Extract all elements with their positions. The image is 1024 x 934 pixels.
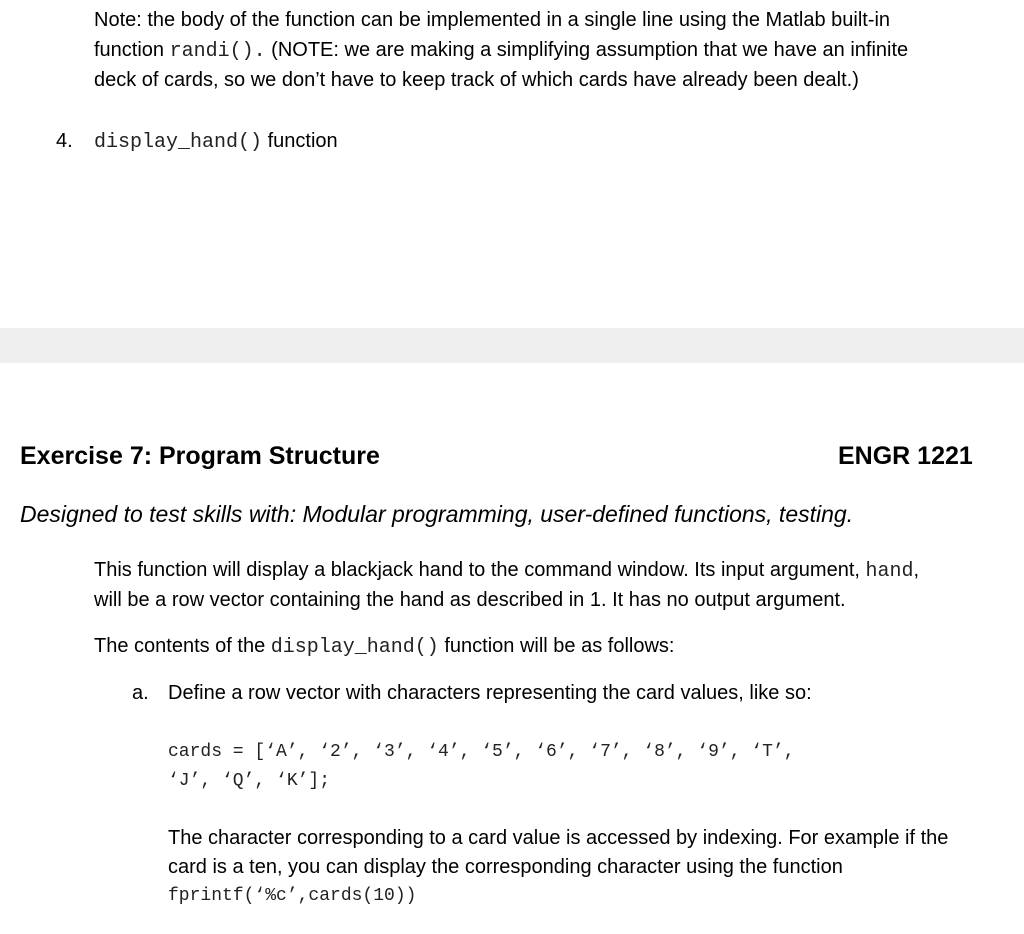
para-3-line-2: card is a ten, you can display the corresponding character using the function bbox=[168, 856, 843, 878]
designed-subtitle: Designed to test skills with: Modular programming, user-defined functions, testing. bbox=[20, 501, 854, 527]
code-line-1: cards = [‘A’, ‘2’, ‘3’, ‘4’, ‘5’, ‘6’, ‘7’, ‘8’, ‘9’, ‘T’, bbox=[168, 742, 795, 762]
fprintf-code: fprintf(‘%c’,cards(10)) bbox=[168, 886, 417, 906]
note-line-2 bbox=[94, 38, 908, 64]
item-4-heading bbox=[94, 129, 338, 155]
step-a-text: Define a row vector with characters representing the card values, like so: bbox=[168, 682, 812, 704]
para-3-line-1: The character corresponding to a card value is accessed by indexing. For example if the bbox=[168, 827, 949, 849]
display-hand-code: display_hand() bbox=[94, 131, 263, 154]
code-line-2: ‘J’, ‘Q’, ‘K’]; bbox=[168, 771, 331, 791]
course-code: ENGR 1221 bbox=[838, 442, 973, 470]
note-line-2-text: function bbox=[94, 39, 170, 61]
para-1-line-2: will be a row vector containing the hand as described in 1. It has no output argument. bbox=[94, 589, 846, 611]
randi-code: randi(). bbox=[169, 40, 266, 63]
para-1-text: This function will display a blackjack hand to the command window. Its input argument, bbox=[94, 559, 866, 581]
para-2 bbox=[94, 634, 674, 660]
para-2-text: The contents of the bbox=[94, 635, 271, 657]
note-line-2-rest: (NOTE: we are making a simplifying assumption that we have an infinite bbox=[265, 39, 909, 61]
para-2-rest: function will be as follows: bbox=[438, 635, 675, 657]
item-4-number: 4. bbox=[56, 130, 73, 152]
para-1-comma: , bbox=[913, 559, 920, 581]
item-4-label: function bbox=[262, 130, 338, 152]
note-line-3: deck of cards, so we don’t have to keep track of which cards have already been dealt.) bbox=[94, 69, 859, 91]
exercise-title: Exercise 7: Program Structure bbox=[20, 442, 380, 470]
para-1-line-1 bbox=[94, 558, 919, 584]
display-hand-code-2: display_hand() bbox=[270, 636, 439, 659]
hand-code: hand bbox=[865, 560, 914, 583]
page-break-band bbox=[0, 328, 1024, 363]
step-a-marker: a. bbox=[132, 682, 149, 704]
note-line-1: Note: the body of the function can be implemented in a single line using the Matlab built-in bbox=[94, 9, 891, 31]
